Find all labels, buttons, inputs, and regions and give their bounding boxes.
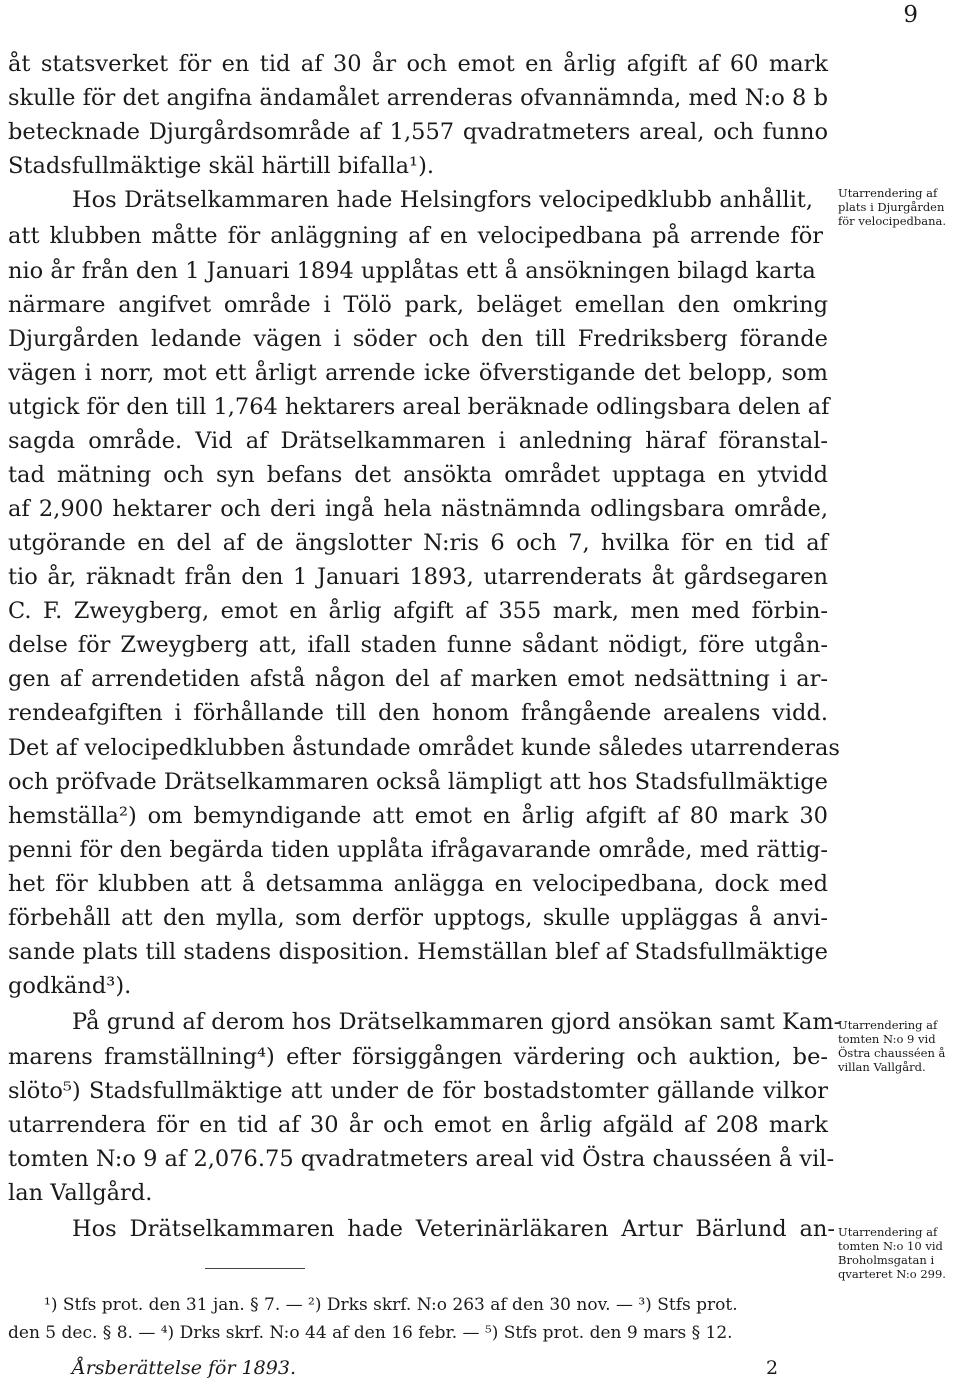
body-line: C. F. Zweygberg, emot en årlig afgift af 355 mark, men med förbin-: [8, 598, 828, 624]
body-line: delse för Zweygberg att, ifall staden funne sådant nödigt, före utgån-: [8, 632, 828, 658]
body-line: het för klubben att å detsamma anlägga en velocipedbana, dock med: [8, 871, 828, 897]
body-line: slöto⁵) Stadsfullmäktige att under de för bostadstomter gällande vilkor: [8, 1078, 828, 1104]
footnote-rule: [205, 1268, 305, 1269]
body-line: betecknade Djurgårdsområde af 1,557 qvadratmeters areal, och funno: [8, 119, 828, 145]
body-line: sande plats till stadens disposition. Hemställan blef af Stadsfullmäktige: [8, 939, 828, 965]
body-line: tad mätning och syn befans det ansökta området upptaga en ytvidd: [8, 462, 828, 488]
body-line: af 2,900 hektarer och deri ingå hela nästnämnda odlingsbara område,: [8, 496, 828, 522]
body-line: rendeafgiften i förhållande till den honom frångående arealens vidd.: [8, 700, 828, 726]
body-line: nio år från den 1 Januari 1894 upplåtas ett å ansökningen bilagd karta: [8, 258, 816, 284]
body-line: Stadsfullmäktige skäl härtill bifalla¹).: [8, 153, 435, 179]
body-line: utarrendera för en tid af 30 år och emot en årlig afgäld af 208 mark: [8, 1112, 828, 1138]
body-line: godkänd³).: [8, 973, 132, 999]
body-line: tomten N:o 9 af 2,076.75 qvadratmeters areal vid Östra chausséen å vil-: [8, 1146, 835, 1172]
body-line: skulle för det angifna ändamålet arrenderas ofvannämnda, med N:o 8 b: [8, 85, 828, 111]
signature-mark: 2: [766, 1357, 779, 1379]
body-line: hemställa²) om bemyndigande att emot en årlig afgift af 80 mark 30: [8, 803, 828, 829]
body-line: utgick för den till 1,764 hektarers areal beräknade odlingsbara delen af: [8, 394, 830, 420]
footnote: ¹) Stfs prot. den 31 jan. § 7. — ²) Drks skrf. N:o 263 af den 30 nov. — ³) Stfs prot.: [44, 1295, 738, 1315]
body-line: och pröfvade Drätselkammaren också lämpligt att hos Stadsfullmäktige: [8, 769, 828, 795]
body-line: tio år, räknadt från den 1 Januari 1893, utarrenderats åt gårdsegaren: [8, 564, 828, 590]
body-line: Det af velocipedklubben åstundade området kunde således utarrenderas: [8, 735, 840, 761]
body-line: lan Vallgård.: [8, 1180, 153, 1206]
margin-note: Utarrendering af tomten N:o 9 vid Östra chausséen å villan Vallgård.: [838, 1018, 946, 1074]
body-line: marens framställning⁴) efter försiggången värdering och auktion, be-: [8, 1044, 828, 1070]
body-line: att klubben måtte för anläggning af en velocipedbana på arrende för: [8, 223, 823, 249]
margin-note: Utarrendering af tomten N:o 10 vid Broholmsgatan i qvarteret N:o 299.: [838, 1225, 946, 1281]
page-number: 9: [903, 2, 918, 28]
body-line: åt statsverket för en tid af 30 år och emot en årlig afgift af 60 mark: [8, 51, 828, 77]
body-line: utgörande en del af de ängslotter N:ris 6 och 7, hvilka för en tid af: [8, 530, 828, 556]
body-line: förbehåll att den mylla, som derför upptogs, skulle uppläggas å anvi-: [8, 905, 828, 931]
body-line: På grund af derom hos Drätselkammaren gjord ansökan samt Kam-: [72, 1009, 842, 1035]
margin-note: Utarrendering af plats i Djurgården för velocipedbana.: [838, 186, 947, 228]
body-line: närmare angifvet område i Tölö park, beläget emellan den omkring: [8, 292, 828, 318]
footer-title: Årsberättelse för 1893.: [72, 1357, 296, 1379]
body-line: Hos Drätselkammaren hade Veterinärläkaren Artur Bärlund an-: [72, 1216, 835, 1242]
body-line: gen af arrendetiden afstå någon del af marken emot nedsättning i ar-: [8, 666, 828, 692]
body-line: penni för den begärda tiden upplåta ifrågavarande område, med rättig-: [8, 837, 828, 863]
body-line: Djurgården ledande vägen i söder och den till Fredriksberg förande: [8, 326, 828, 352]
body-line: sagda område. Vid af Drätselkammaren i anledning häraf föranstal-: [8, 428, 828, 454]
body-line: vägen i norr, mot ett årligt arrende icke öfverstigande det belopp, som: [8, 360, 828, 386]
body-line: Hos Drätselkammaren hade Helsingfors velocipedklubb anhållit,: [72, 187, 813, 213]
footnote: den 5 dec. § 8. — ⁴) Drks skrf. N:o 44 af den 16 febr. — ⁵) Stfs prot. den 9 mars § 12.: [8, 1323, 733, 1343]
